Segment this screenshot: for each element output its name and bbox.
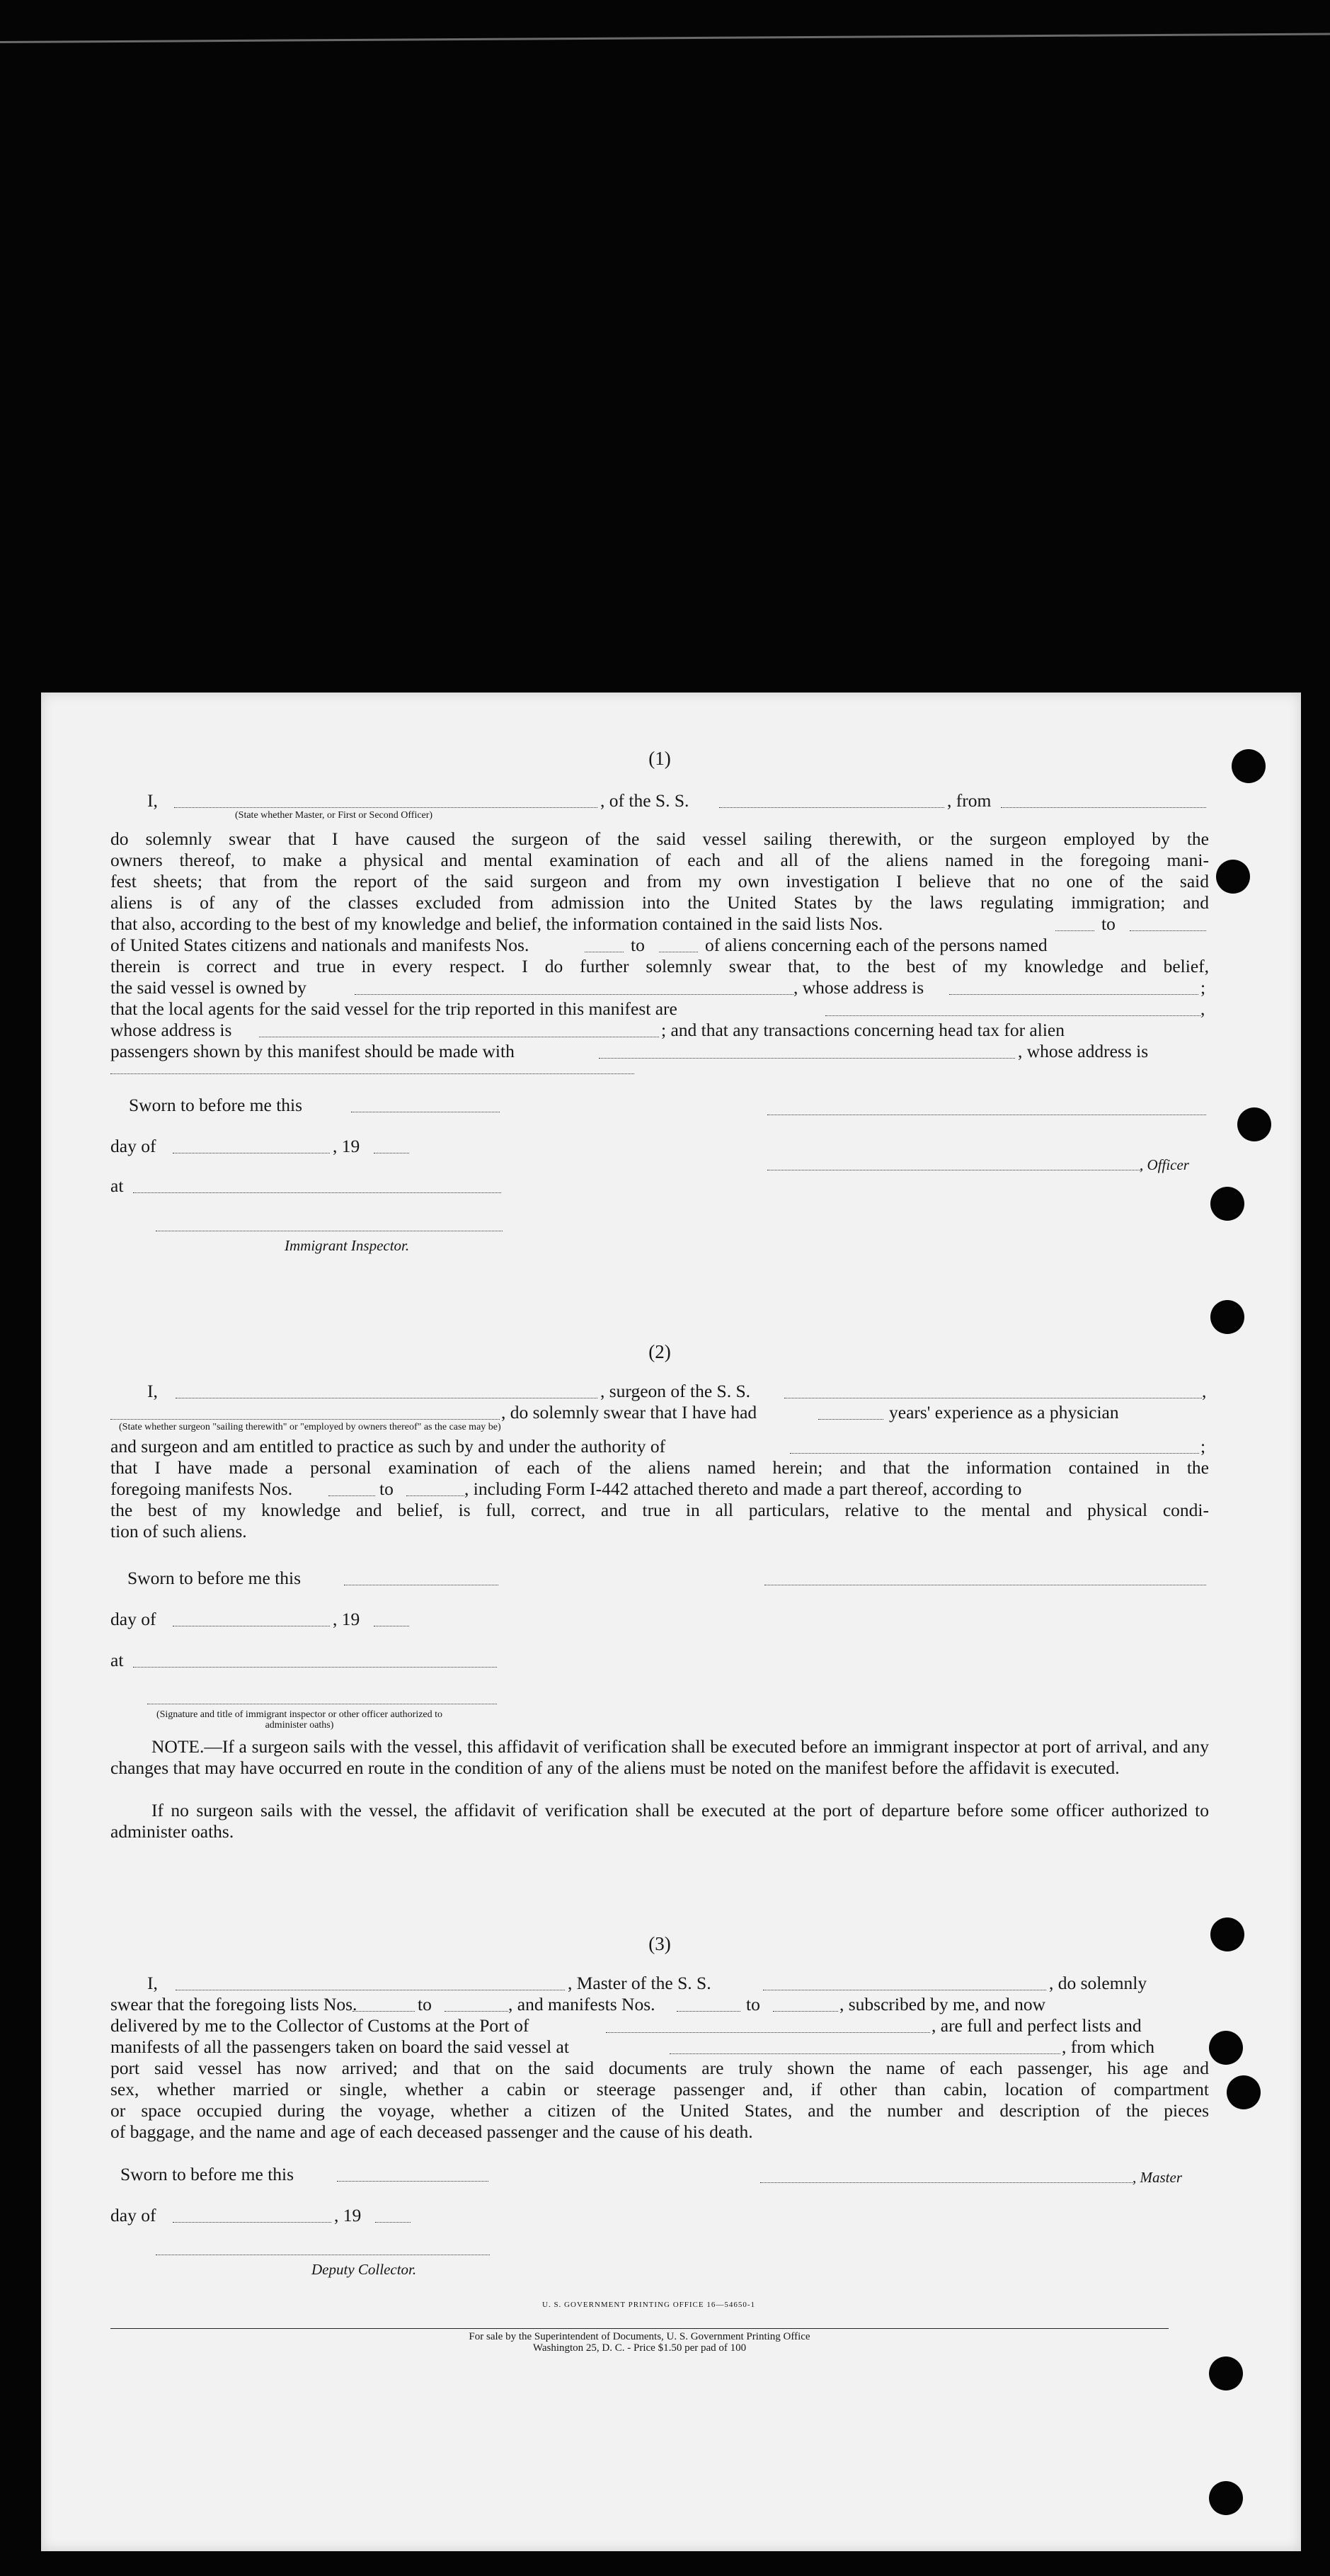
sale-line-2: Washington 25, D. C. - Price $1.50 per pad of 100 — [532, 2342, 747, 2354]
punch-hole — [1237, 1107, 1271, 1141]
sec1-line-2: owners thereof, to make a physical and mental examination of each and all of the aliens named in the foregoing mani- — [110, 850, 1209, 870]
sec3-line-7: or space occupied during the voyage, whether a citizen of the United States, and the number and description of the pieces — [110, 2100, 1209, 2121]
authority-text: and surgeon and am entitled to practice as such by and under the authority of — [110, 1436, 666, 1457]
at-label: at — [110, 1175, 124, 1196]
section-3-number: (3) — [648, 1933, 671, 1954]
perfect-lists-text: , are full and perfect lists and — [931, 2015, 1142, 2036]
owner-blank[interactable] — [355, 994, 793, 995]
immigrant-inspector-label: Immigrant Inspector. — [285, 1237, 410, 1254]
sec1-at-row — [110, 1175, 1209, 1197]
punch-hole — [1210, 1300, 1244, 1334]
manifests-nos-text: foregoing manifests Nos. — [110, 1478, 293, 1499]
whose-address-text: whose address is — [110, 1020, 232, 1040]
officer-label: , Officer — [1140, 1156, 1189, 1173]
agents-blank[interactable] — [825, 1015, 1200, 1016]
departure-port-blank[interactable] — [670, 2053, 1060, 2054]
deputy-collector-label: Deputy Collector. — [311, 2261, 417, 2278]
list-from-blank[interactable] — [352, 2011, 415, 2012]
whose-address-label: , whose address is — [1018, 1041, 1149, 1061]
port-blank[interactable] — [606, 2032, 930, 2033]
master-of-label: , Master of the S. S. — [568, 1973, 711, 1993]
sec1-line-7: therein is correct and true in every respect. I do further solemnly swear that, to the best of my knowledge and belief, — [110, 956, 1209, 976]
to-label: to — [1101, 913, 1116, 934]
manifest-to-blank[interactable] — [773, 2011, 838, 2012]
year-label: , 19 — [333, 1609, 360, 1629]
sec1-line-10 — [110, 1020, 1209, 1041]
punch-hole — [1209, 2356, 1243, 2390]
sec1-line-4: aliens is of any of the classes excluded from admission into the United States by the laws regulating immigration; and — [110, 892, 1209, 913]
to-label: to — [746, 1994, 760, 2014]
master-label: , Master — [1133, 2169, 1182, 2186]
head-tax-agent-blank[interactable] — [599, 1058, 1015, 1059]
agents-text: that the local agents for the said vessel for the trip reported in this manifest are — [110, 998, 677, 1019]
sec1-line-6 — [110, 935, 1209, 956]
gpo-imprint: U. S. GOVERNMENT PRINTING OFFICE 16—54650-1 — [542, 2301, 756, 2309]
delivered-text: delivered by me to the Collector of Customs at the Port of — [110, 2015, 529, 2036]
sec3-line-8: of baggage, and the name and age of each deceased passenger and the cause of his death. — [110, 2121, 753, 2142]
sale-line-1: For sale by the Superintendent of Documents, U. S. Government Printing Office — [469, 2331, 810, 2342]
sec3-line-5: port said vessel has now arrived; and that on the said documents are truly shown the name of each passenger, his age and — [110, 2058, 1209, 2078]
sec2-line-6: the best of my knowledge and belief, is full, correct, and true in all particulars, relative to the mental and physical condi- — [110, 1500, 1209, 1520]
owner-address-blank[interactable] — [949, 994, 1198, 995]
sworn-label: Sworn to before me this — [120, 2164, 294, 2184]
list-to-blank[interactable] — [445, 2011, 508, 2012]
punch-hole — [1210, 1187, 1244, 1221]
punch-hole — [1209, 2481, 1243, 2515]
sec1-line-3: fest sheets; that from the report of the said surgeon and from my own investigation I believe that no one of the said — [110, 871, 1209, 891]
manifests-label: , and manifests Nos. — [508, 1994, 655, 2014]
manifests-text: of United States citizens and nationals and manifests Nos. — [110, 935, 529, 955]
owned-by-text: the said vessel is owned by — [110, 977, 306, 998]
whose-address-label: , whose address is — [793, 977, 924, 998]
intro-i: I, — [147, 1381, 158, 1401]
from-which-text: , from which — [1062, 2036, 1155, 2057]
section-1-number: (1) — [648, 748, 671, 769]
years-text: years' experience as a physician — [889, 1402, 1119, 1423]
sec2-line-5 — [110, 1478, 1209, 1500]
sec3-line-6: sex, whether married or single, whether a cabin or steerage passenger and, if other than cabin, location of compartment — [110, 2079, 1209, 2099]
surgeon-status-note: (State whether surgeon "sailing therewith" or "employed by owners thereof" as the case may be) — [119, 1422, 501, 1432]
do-solemnly-label: , do solemnly — [1049, 1973, 1147, 1993]
sec2-line-3: and surgeon and am entitled to practice as such by and under the authority of ; — [110, 1436, 1206, 1457]
surgeon-of-label: , surgeon of the S. S. — [600, 1381, 751, 1401]
year-label: , 19 — [333, 1136, 360, 1156]
of-ss-label: , of the S. S. — [600, 790, 689, 811]
manifest-from-blank[interactable] — [677, 2011, 740, 2012]
intro-i: I, — [147, 790, 158, 811]
sec1-line-5 — [110, 913, 1209, 935]
ship-name-blank[interactable] — [719, 807, 944, 808]
at-blank[interactable] — [133, 1667, 497, 1668]
from-label: , from — [947, 790, 992, 811]
punch-hole — [1227, 2075, 1261, 2109]
sec3-line-4 — [110, 2036, 1209, 2058]
form-page: (1) I, , of the S. S. , from (State whether Master, or First or Second Officer) do solemnly swear that I have caused the surgeon of the said vessel sailing therewith, or the surgeon employed by the owners thereof, to make a physical and mental examination of each and all of the aliens named in the foregoing mani- fest sheets; that from the report of the said surgeon and from my own investigation I believe that no one of the said aliens is of any of the classes excluded from admission into the United States by the laws regulating immigration; and that also, according to the best of my knowledge and belief, the information contained in the said lists Nos. to of United States citizens and nationals and manifests Nos. to of aliens concerning each of the persons named therein is correct and true in every respect. I do further solemnly swear that, to the best of my knowledge and belief, the said vessel is owned by , whose address is ; that the local agents for the said vessel for the trip reported in this manifest are , whose address is ; and that any transactions concerning head tax for alien passengers shown by this manifest should be made with , whose address is Sworn to before me this day of , 19 , Officer at Immigrant Inspector. (2) I, , surgeon of the S. S. , , do solemnly swear that I have had years' experience as a physician (State whether surgeon "sailing therewith" or "employed by owners thereof" as the case may be) and surgeon and am entitled to practice as such by and under the authority of ; that I have made a personal examination of each of the aliens named herein; and that the information contained in the foregoing manifests Nos. to , including Form I-442 attached thereto and made a part thereof, according to the best of my knowledge and belief, is full, correct, and true in all particulars, relative to the mental and physical condi- tion of such aliens. Sworn to before me this day of , 19 at (Signature and title of immigrant inspector or other officer authorized to administer oaths) NOTE.—If a surgeon sails with the vessel, this affidavit of verification shall be executed before an immigrant inspector at port of arrival, and any changes that may have occurred en route in the condition of any of the aliens must be noted on the manifest before the affidavit is executed. If no surgeon sails with the vessel, the affidavit of verification shall be executed at the port of departure before some officer authorized to administer oaths. (3) I, , Master of the S. S. , do solemnly swear that the foregoing lists Nos. to , and manifests Nos. to , subscribed by me, and now delivered by me to the Collector of Customs at the Port of , are full and perfect lists and manifests of all the passengers taken on board the said vessel at , from which port said vessel has now arrived; and that on the said documents are truly shown the name of each passenger, his age and sex, whether married or single, whether a cabin or steerage passenger and, if other than cabin, location of compartment or space occupied during the voyage, whether a citizen of the United States, and the number and description of the pieces of baggage, and the name and age of each deceased passenger and the cause of his death. Sworn to before me this , Master day of , 19 Deputy Collector. U. S. GOVERNMENT PRINTING OFFICE 16—54650-1 For sale by the Superintendent of Documents, U. S. Government Printing Office Washington 25, D. C. - Price $1.50 per pad of 100 — [41, 693, 1301, 2551]
sec2-line-4: that I have made a personal examination of each of the aliens named herein; and that the information contained in the — [110, 1457, 1209, 1478]
sec2-line-7: tion of such aliens. — [110, 1521, 247, 1541]
sec1-line-8: the said vessel is owned by , whose address is ; — [110, 977, 1206, 998]
master-signature-blank[interactable] — [760, 2182, 1133, 2183]
title-blank[interactable] — [174, 807, 597, 808]
note-2-text: If no surgeon sails with the vessel, the affidavit of verification shall be executed at the port of departure before some officer authorized to administer oaths. — [110, 1800, 1209, 1842]
note-1-text: NOTE.—If a surgeon sails with the vessel, this affidavit of verification shall be executed before an immigrant inspector at port of arrival, and any changes that may have occurred en route in the condition of any of the aliens must be noted on the manifest before the affidavit is executed. — [110, 1736, 1209, 1778]
to-label: to — [418, 1994, 432, 2014]
year-label: , 19 — [334, 2205, 362, 2225]
surgeon-status-blank[interactable] — [110, 1419, 500, 1420]
lists-text: that also, according to the best of my knowledge and belief, the information contained in the said lists Nos. — [110, 913, 883, 934]
punch-hole — [1210, 1917, 1244, 1951]
of-aliens-text: of aliens concerning each of the persons named — [705, 935, 1048, 955]
film-edge-line — [0, 33, 1330, 43]
note-paragraph-1 — [110, 1736, 1209, 1779]
title-note: (State whether Master, or First or Second Officer) — [235, 810, 433, 821]
day-of-label: day of — [110, 2205, 156, 2225]
manifest-to-blank[interactable] — [406, 1495, 464, 1496]
years-blank[interactable] — [818, 1419, 883, 1420]
at-blank[interactable] — [133, 1192, 501, 1193]
to-label: to — [379, 1478, 394, 1499]
list-no-to-blank[interactable] — [1130, 930, 1206, 931]
manifest-from-blank[interactable] — [328, 1495, 375, 1496]
note-paragraph-2 — [110, 1800, 1209, 1842]
punch-hole — [1232, 749, 1266, 783]
sworn-label: Sworn to before me this — [129, 1095, 303, 1115]
sec3-line-2 — [110, 1994, 1209, 2015]
signature-note: (Signature and title of immigrant inspector or other officer authorized to administer oaths) — [156, 1709, 443, 1731]
passengers-text: passengers shown by this manifest should be made with — [110, 1041, 515, 1061]
head-tax-address-blank[interactable] — [110, 1073, 634, 1074]
subscribed-text: , subscribed by me, and now — [839, 1994, 1046, 2014]
day-of-label: day of — [110, 1609, 156, 1629]
sworn-label: Sworn to before me this — [127, 1568, 302, 1588]
sec3-day-row — [110, 2205, 1209, 2226]
day-of-label: day of — [110, 1136, 156, 1156]
sec1-line-9: that the local agents for the said vessel for the trip reported in this manifest are , — [110, 998, 1205, 1019]
head-tax-text: ; and that any transactions concerning head tax for alien — [661, 1020, 1065, 1040]
year-blank[interactable] — [375, 2222, 411, 2223]
sec1-line-1: do solemnly swear that I have caused the surgeon of the said vessel sailing therewith, or the surgeon employed by the — [110, 828, 1209, 849]
sec2-day-row — [110, 1609, 1209, 1630]
day-blank[interactable] — [173, 2222, 331, 2223]
list-no-from-blank[interactable] — [1055, 930, 1094, 931]
at-label: at — [110, 1650, 124, 1670]
lists-text: swear that the foregoing lists Nos. — [110, 1994, 357, 2014]
taken-on-board-text: manifests of all the passengers taken on board the said vessel at — [110, 2036, 569, 2057]
do-swear-text: , do solemnly swear that I have had — [501, 1402, 757, 1423]
sec1-day-row — [110, 1136, 1209, 1157]
punch-hole — [1209, 2031, 1243, 2065]
form-text: , including Form I-442 attached thereto and made a part thereof, according to — [464, 1478, 1022, 1499]
section-2-number: (2) — [648, 1341, 671, 1362]
from-port-blank[interactable] — [1001, 807, 1206, 808]
sworn-date-blank[interactable] — [337, 2181, 488, 2182]
sec2-at-row — [110, 1650, 1209, 1671]
sec1-line-11 — [110, 1041, 1209, 1062]
to-label: to — [631, 935, 645, 955]
authority-blank[interactable] — [790, 1453, 1199, 1454]
punch-hole — [1216, 860, 1250, 894]
footer-rule — [110, 2328, 1169, 2329]
intro-i: I, — [147, 1973, 158, 1993]
sec3-line-3 — [110, 2015, 1209, 2036]
